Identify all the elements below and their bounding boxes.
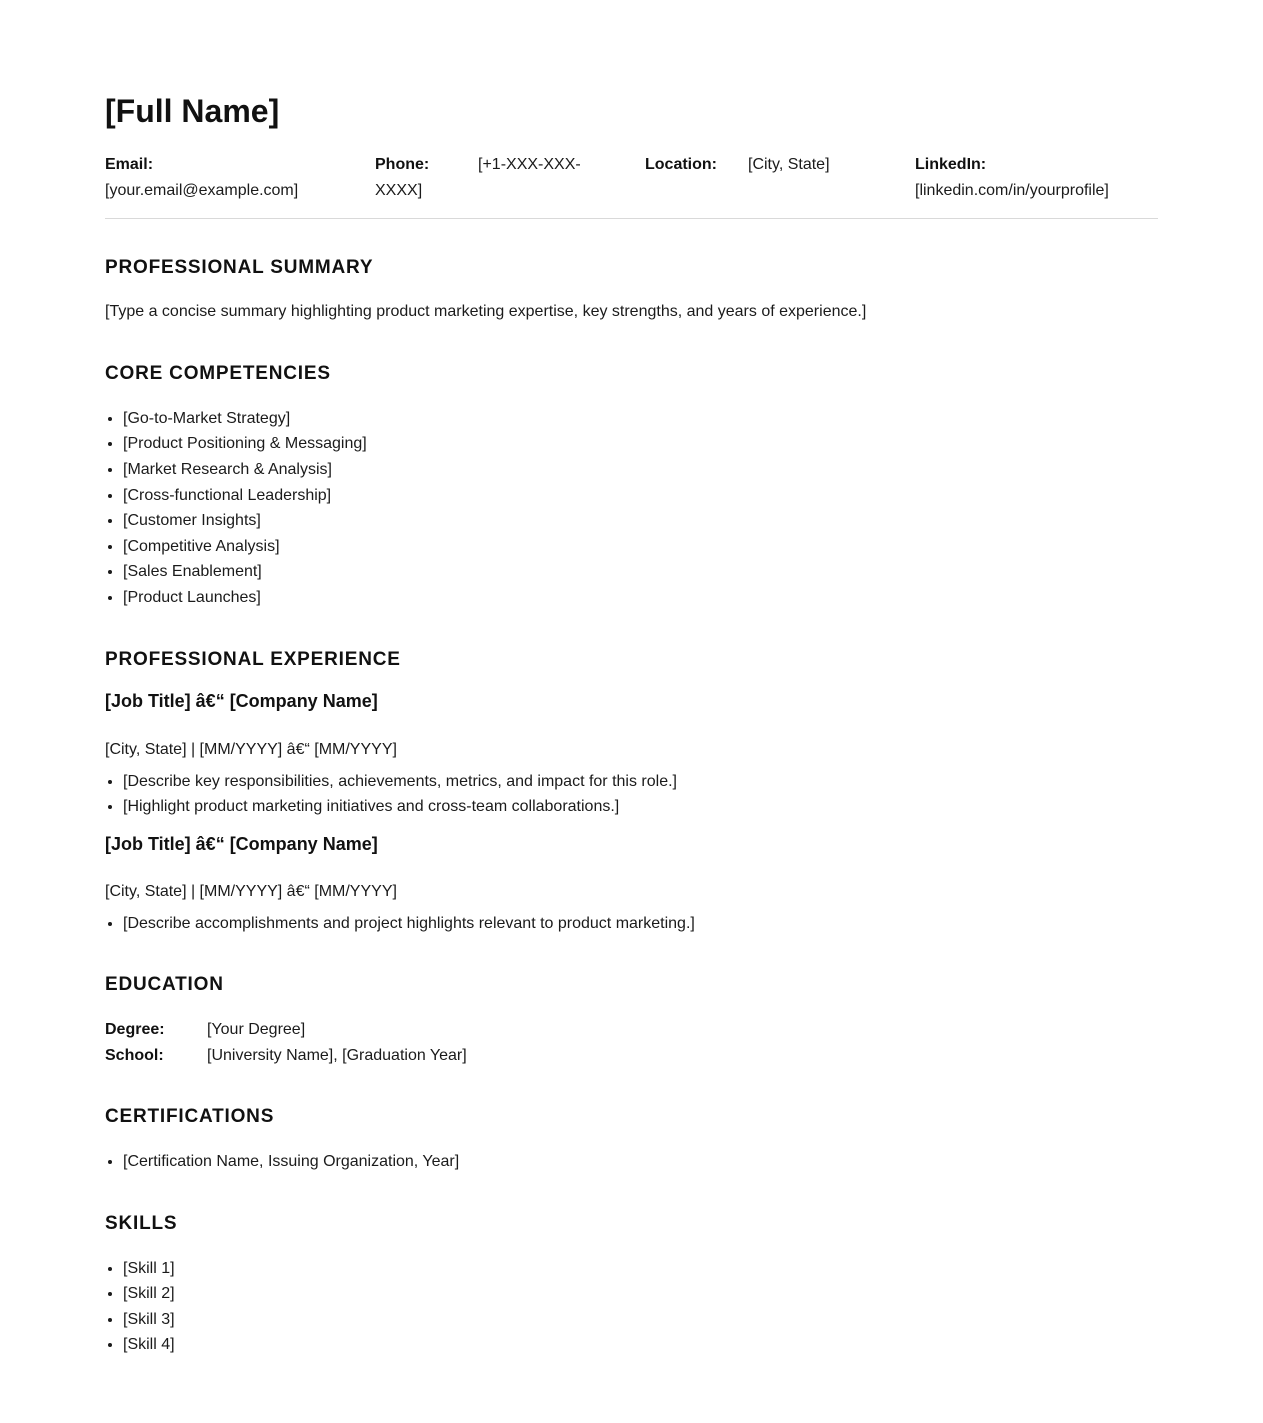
school-label: School: — [105, 1046, 164, 1064]
list-item: • [Describe accomplishments and project highlights relevant to product marketing.] — [123, 911, 1158, 937]
job-bullet-list — [105, 911, 1158, 937]
contact-row — [105, 152, 1158, 203]
list-item: • [Market Research & Analysis] — [123, 457, 1158, 483]
list-item: • [Certification Name, Issuing Organization, Year] — [123, 1149, 1158, 1175]
list-item: • [Skill 2] — [123, 1281, 1158, 1307]
education-school-row — [105, 1043, 1158, 1069]
list-item: • [Product Positioning & Messaging] — [123, 431, 1158, 457]
job-bullet-list — [105, 769, 1158, 820]
contact-phone — [375, 152, 615, 203]
section-title-competencies: CORE COMPETENCIES — [105, 362, 331, 384]
certifications-list — [105, 1149, 1158, 1175]
header-divider — [105, 218, 1158, 219]
list-item: • [Product Launches] — [123, 585, 1158, 611]
education-degree-row — [105, 1017, 1158, 1043]
list-item: • [Describe key responsibilities, achievements, metrics, and impact for this role.] — [123, 769, 1158, 795]
linkedin-value: [linkedin.com/in/yourprofile] — [915, 181, 1109, 199]
job-meta: [City, State] | [MM/YYYY] â€“ [MM/YYYY] — [105, 740, 397, 758]
job-meta: [City, State] | [MM/YYYY] â€“ [MM/YYYY] — [105, 883, 397, 901]
section-title-education: EDUCATION — [105, 974, 224, 996]
location-label: Location: — [645, 156, 717, 174]
location-value: [City, State] — [748, 156, 830, 174]
job-title-heading: [Job Title] â€“ [Company Name] — [105, 833, 378, 854]
school-value: [University Name], [Graduation Year] — [207, 1046, 467, 1064]
list-item: • [Go-to-Market Strategy] — [123, 406, 1158, 432]
section-title-skills: SKILLS — [105, 1212, 178, 1234]
job-title-heading: [Job Title] â€“ [Company Name] — [105, 691, 378, 712]
phone-label: Phone: — [375, 156, 430, 174]
linkedin-label: LinkedIn: — [915, 156, 987, 174]
email-label: Email: — [105, 156, 154, 174]
email-value: [your.email@example.com] — [105, 181, 299, 199]
full-name-heading: [Full Name] — [105, 93, 280, 129]
summary-text: [Type a concise summary highlighting product marketing expertise, key strengths, and years of experience.] — [105, 303, 867, 321]
section-title-summary: PROFESSIONAL SUMMARY — [105, 256, 374, 278]
list-item: • [Sales Enablement] — [123, 559, 1158, 585]
list-item: • [Skill 1] — [123, 1256, 1158, 1282]
degree-value: [Your Degree] — [207, 1021, 306, 1039]
competencies-list — [105, 406, 1158, 611]
list-item: • [Cross-functional Leadership] — [123, 483, 1158, 509]
phone-value: [+1-XXX-XXX-XXXX] — [375, 156, 581, 199]
contact-email — [105, 152, 345, 203]
list-item: • [Customer Insights] — [123, 508, 1158, 534]
section-title-experience: PROFESSIONAL EXPERIENCE — [105, 648, 401, 670]
list-item: • [Skill 3] — [123, 1307, 1158, 1333]
list-item: • [Competitive Analysis] — [123, 534, 1158, 560]
skills-list — [105, 1256, 1158, 1358]
contact-linkedin — [915, 152, 1155, 203]
section-title-certifications: CERTIFICATIONS — [105, 1106, 275, 1128]
contact-location — [645, 152, 885, 178]
degree-label: Degree: — [105, 1021, 165, 1039]
list-item: • [Skill 4] — [123, 1332, 1158, 1358]
list-item: • [Highlight product marketing initiatives and cross-team collaborations.] — [123, 794, 1158, 820]
